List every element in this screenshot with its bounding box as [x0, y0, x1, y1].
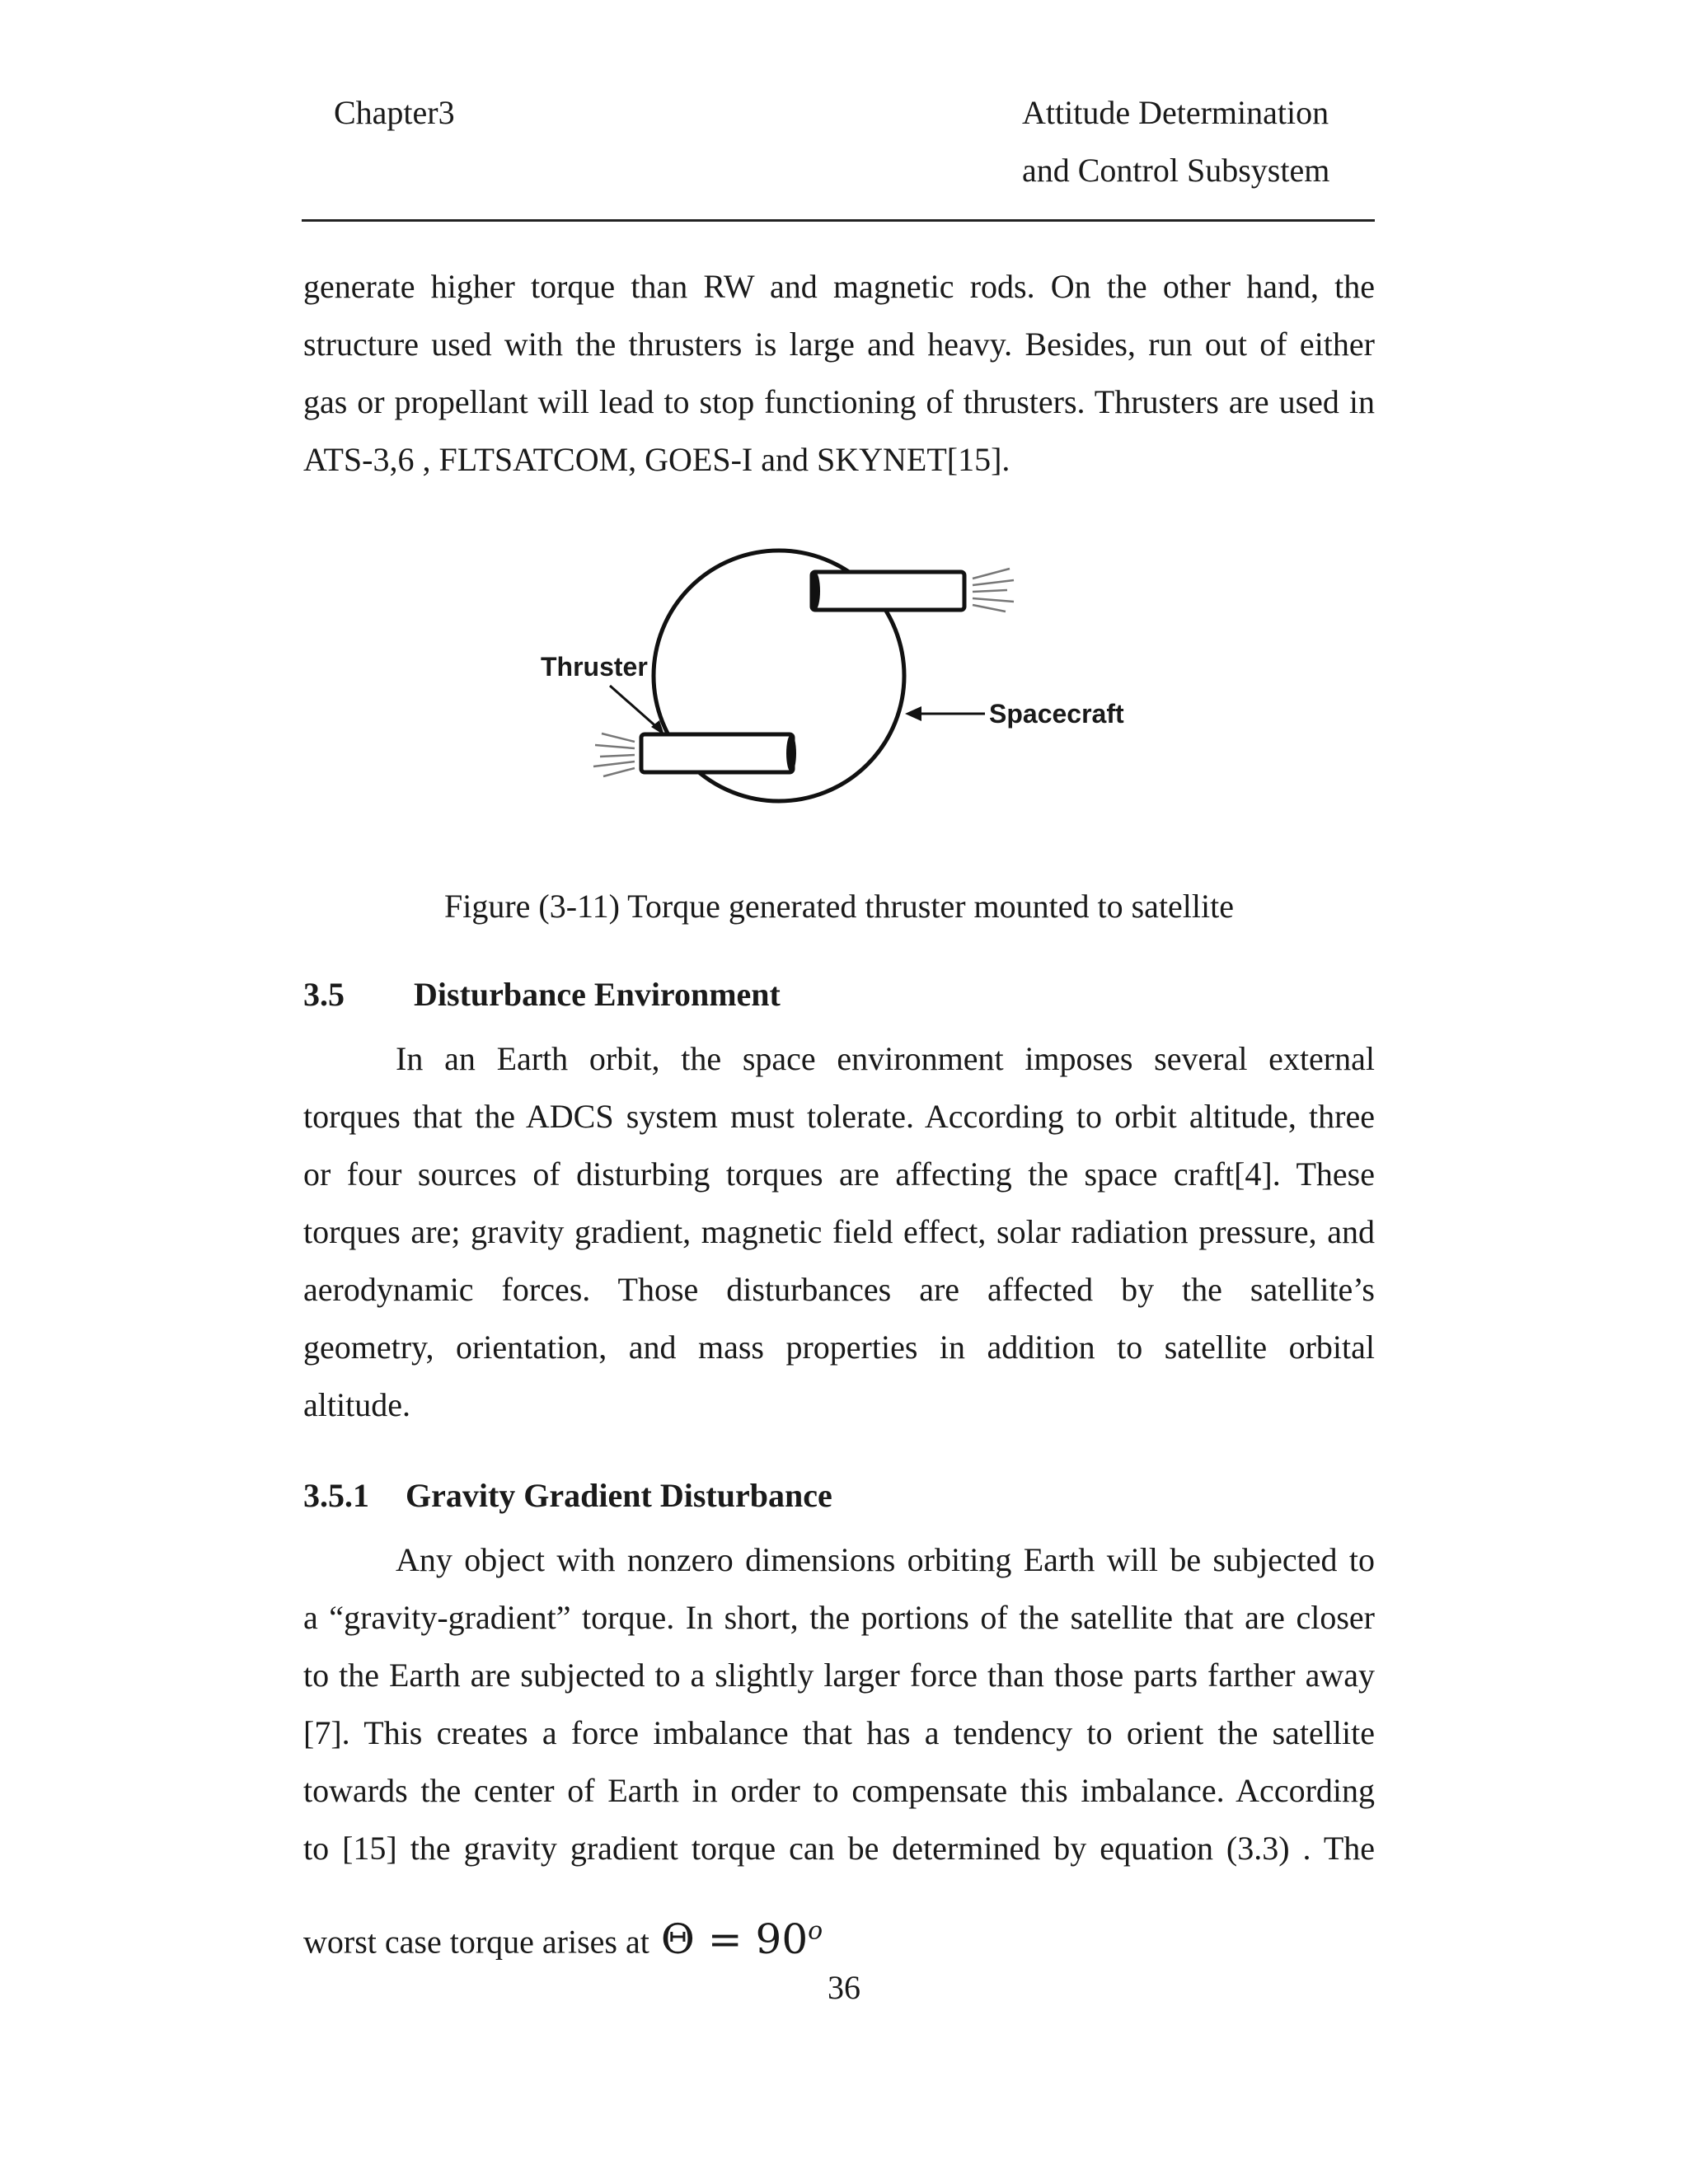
thruster-figure	[528, 544, 1170, 824]
paragraph-thrusters	[303, 258, 1375, 489]
label-spacecraft: Spacecraft	[989, 699, 1124, 729]
running-header-title-line-2: and Control Subsystem	[1022, 152, 1330, 189]
label-thruster: Thruster	[541, 652, 648, 682]
text-line: structure used with the thrusters is large and heavy. Besides, run out of either	[303, 326, 1375, 363]
header-rule	[302, 219, 1375, 222]
text-line: or four sources of disturbing torques are affecting the space craft[4]. These	[303, 1155, 1375, 1193]
thruster-bottom	[641, 734, 796, 772]
equation-lead-text: worst case torque arises at	[303, 1923, 649, 1961]
section-number: 3.5.1	[303, 1477, 369, 1514]
text-line: aerodynamic forces. Those disturbances are affected by the satellite’s	[303, 1271, 1375, 1308]
text-line: torques that the ADCS system must tolerate. According to orbit altitude, three	[303, 1098, 1375, 1135]
text-line: gas or propellant will lead to stop functioning of thrusters. Thrusters are used in	[303, 383, 1375, 420]
section-title: Disturbance Environment	[414, 976, 781, 1013]
text-line: geometry, orientation, and mass properties in addition to satellite orbital	[303, 1329, 1375, 1366]
text-line: altitude.	[303, 1386, 410, 1423]
text-line: Any object with nonzero dimensions orbiting Earth will be subjected to	[396, 1541, 1375, 1578]
text-line: [7]. This creates a force imbalance that has a tendency to orient the satellite	[303, 1714, 1375, 1751]
running-header-title	[1022, 84, 1368, 199]
thruster-top	[810, 572, 964, 610]
text-line: In an Earth orbit, the space environment imposes several external	[396, 1040, 1375, 1077]
thruster-pointer-line	[610, 686, 659, 729]
text-line: towards the center of Earth in order to compensate this imbalance. According	[303, 1772, 1375, 1809]
figure-caption: Figure (3-11) Torque generated thruster mounted to satellite	[443, 888, 1235, 925]
paragraph-disturbance-environment	[303, 1030, 1375, 1434]
page-number: 36	[828, 1969, 860, 2006]
text-line: ATS-3,6 , FLTSATCOM, GOES-I and SKYNET[15].	[303, 441, 1010, 478]
section-heading-3-5	[303, 966, 781, 1024]
section-number: 3.5	[303, 976, 345, 1013]
equation-theta	[661, 1915, 823, 1963]
running-header-chapter: Chapter3	[334, 94, 455, 131]
exhaust-plume-bottom	[593, 733, 635, 776]
text-line: to the Earth are subjected to a slightly larger force than those parts farther away	[303, 1657, 1375, 1694]
text-line: to [15] the gravity gradient torque can be determined by equation (3.3) . The	[303, 1830, 1375, 1867]
text-line: a “gravity-gradient” torque. In short, the portions of the satellite that are closer	[303, 1599, 1375, 1636]
equation-body: Θ = 90	[660, 1915, 809, 1963]
paragraph-gravity-gradient	[303, 1531, 1375, 1877]
section-heading-3-5-1	[303, 1467, 832, 1525]
text-line: torques are; gravity gradient, magnetic field effect, solar radiation pressure, and	[303, 1213, 1375, 1250]
section-title: Gravity Gradient Disturbance	[406, 1477, 832, 1514]
running-header-title-line-1: Attitude Determination	[1022, 94, 1329, 131]
exhaust-plume-top	[973, 569, 1014, 612]
spacecraft-pointer-arrowhead	[905, 706, 921, 721]
text-line: generate higher torque than RW and magnetic rods. On the other hand, the	[303, 268, 1375, 305]
equation-superscript: o	[808, 1916, 823, 1945]
